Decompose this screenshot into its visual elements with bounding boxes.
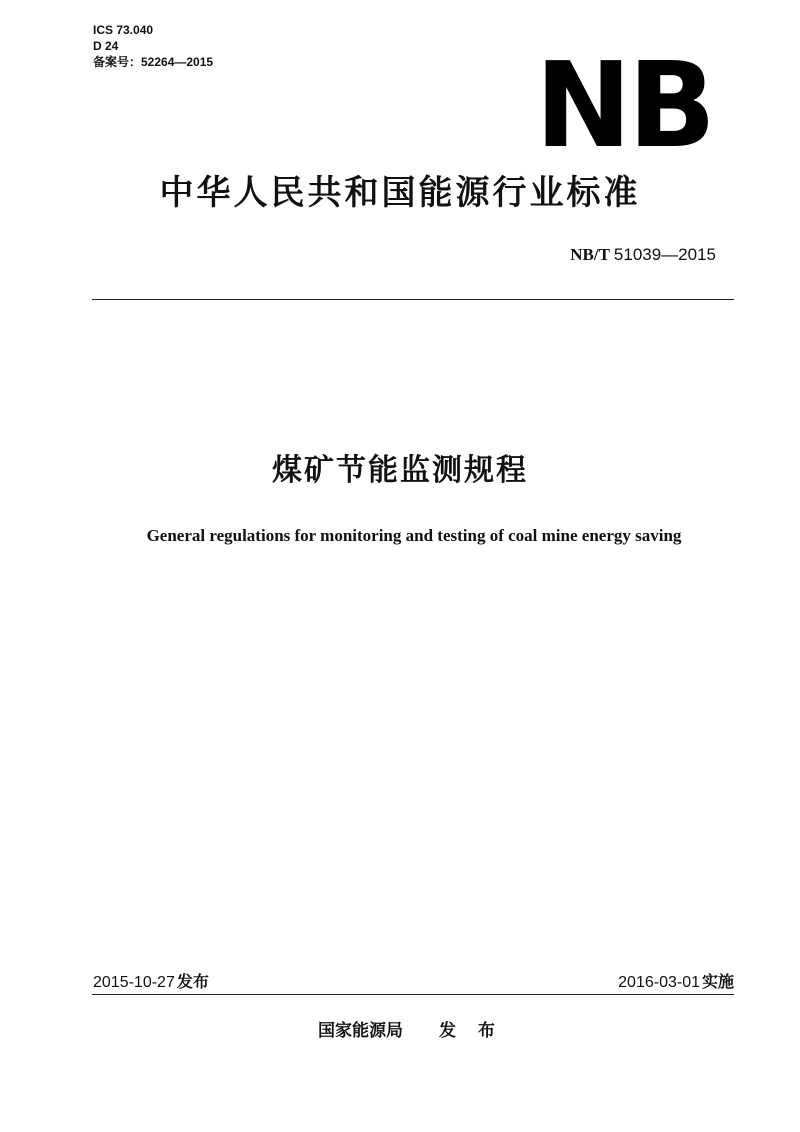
document-title-cn: 煤矿节能监测规程 <box>272 453 528 488</box>
standard-authority: 中华人民共和国能源行业标准 <box>159 173 641 213</box>
standard-number <box>570 243 716 267</box>
issue-label: 发布 <box>176 972 209 991</box>
classification-block <box>93 22 213 70</box>
implementation-date: 2016-03-01 <box>618 974 700 991</box>
standard-prefix: NB/T <box>570 245 610 264</box>
standard-code: 51039—2015 <box>613 245 716 264</box>
ics-code: ICS 73.040 <box>93 23 154 37</box>
header-divider <box>92 299 734 300</box>
ccs-code: D 24 <box>93 39 119 53</box>
footer-divider <box>92 994 734 995</box>
filing-number: 备案号：52264—2015 <box>93 55 214 69</box>
document-title-en: General regulations for monitoring and testing of coal mine energy saving <box>146 526 682 545</box>
issue-date: 2015-10-27 <box>93 974 175 991</box>
nb-logo: NB <box>535 36 713 174</box>
publisher-block <box>318 1019 503 1043</box>
publisher-name: 国家能源局 <box>318 1021 403 1041</box>
implementation-date-block <box>618 970 734 995</box>
implementation-label: 实施 <box>701 972 734 991</box>
publisher-label: 发 布 <box>439 1021 503 1041</box>
issue-date-block <box>93 970 209 995</box>
